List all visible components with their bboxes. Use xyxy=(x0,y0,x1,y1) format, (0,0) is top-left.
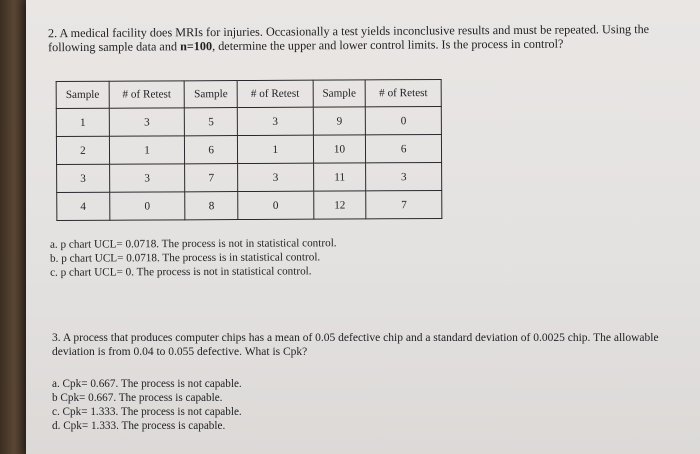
table-cell: 3 xyxy=(109,108,185,136)
table-cell: 1 xyxy=(56,108,109,136)
header-sample-1: Sample xyxy=(56,81,109,108)
table-cell: 11 xyxy=(313,163,366,191)
table-cell: 3 xyxy=(366,162,442,190)
option-c: c. Cpk= 1.333. The process is not capable. xyxy=(52,406,242,418)
table-cell: 2 xyxy=(56,136,109,164)
question-2-body-end: , determine the upper and lower control limits. Is the process in control? xyxy=(212,36,564,54)
table-cell: 7 xyxy=(185,164,238,192)
question-2-options xyxy=(50,236,337,280)
table-cell: 12 xyxy=(313,191,366,219)
option-b: b. p chart UCL= 0.0718. The process is in statistical control. xyxy=(49,251,321,265)
table-cell: 7 xyxy=(366,190,442,218)
question-3-options xyxy=(52,377,242,433)
table-row xyxy=(57,190,442,220)
question-2-number: 2. xyxy=(47,26,58,41)
question-2-text xyxy=(48,22,678,54)
table-row xyxy=(56,106,441,136)
table-cell: 5 xyxy=(185,108,238,136)
header-retest-2: # of Retest xyxy=(237,80,313,107)
table-cell: 1 xyxy=(238,135,314,163)
table-cell: 6 xyxy=(366,134,442,162)
table-cell: 3 xyxy=(109,164,185,192)
option-b: b Cpk= 0.667. The process is capable. xyxy=(52,392,223,404)
header-retest-1: # of Retest xyxy=(109,81,185,108)
table-cell: 3 xyxy=(237,107,313,135)
table-cell: 10 xyxy=(313,135,366,163)
table-cell: 0 xyxy=(238,191,314,219)
table-cell: 6 xyxy=(185,136,238,164)
header-retest-3: # of Retest xyxy=(366,79,442,106)
option-c: c. p chart UCL= 0. The process is not in statistical control. xyxy=(50,265,312,279)
table-row xyxy=(56,134,441,164)
option-a: a. Cpk= 0.667. The process is not capable. xyxy=(52,378,242,390)
question-3-text: 3. A process that produces computer chips has a mean of 0.05 defective chip and a standard deviation of 0.0025 chip. The allowable deviation is from 0.04 to 0.055 defective. What is Cpk? xyxy=(52,332,659,358)
paper-sheet xyxy=(26,0,700,454)
retest-data-table xyxy=(56,79,443,221)
table-cell: 0 xyxy=(109,192,185,220)
table-row xyxy=(57,162,442,192)
table-cell: 4 xyxy=(57,192,110,220)
sample-size: n=100 xyxy=(180,39,213,54)
header-sample-3: Sample xyxy=(313,80,366,107)
option-a: a. p chart UCL= 0.0718. The process is not in statistical control. xyxy=(49,237,337,251)
table-cell: 9 xyxy=(313,107,366,135)
question-2-body-start: A medical facility does MRIs for injuries. Occasionally a test yields inconclusive results and must be repeated. Using the following sample data and xyxy=(48,22,650,55)
table-cell: 8 xyxy=(185,192,238,220)
table-cell: 3 xyxy=(238,163,314,191)
table-cell: 3 xyxy=(57,164,110,192)
option-d: d. Cpk= 1.333. The process is capable. xyxy=(52,420,226,432)
header-sample-2: Sample xyxy=(184,81,237,108)
table-cell: 0 xyxy=(366,106,442,134)
table-header-row xyxy=(56,79,441,108)
table-cell: 1 xyxy=(109,136,185,164)
